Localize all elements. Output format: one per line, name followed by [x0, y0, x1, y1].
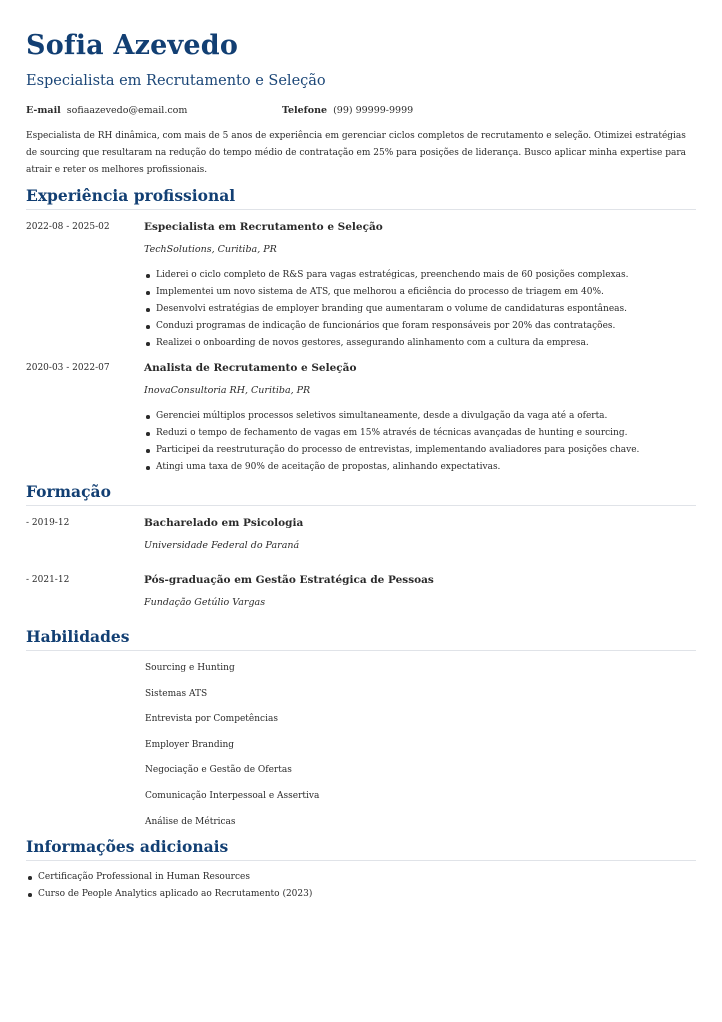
profile-summary: Especialista de RH dinâmica, com mais de 5 anos de experiência em gerenciar ciclos completos de recrutamento e seleção. Otimizei estratégias de sourcing que resultaram na redução do tempo médio de contratação em 25% para posições de liderança. Busco aplicar minha expertise para atrair e reter os melhores profissionais. — [26, 131, 687, 175]
section-title-skills: Habilidades — [26, 627, 130, 646]
bullet-item: Desenvolvi estratégias de employer branding que aumentaram o volume de candidaturas espontâneas. — [144, 301, 628, 318]
section-divider — [26, 209, 696, 210]
additional-item: Certificação Professional in Human Resources — [26, 869, 312, 886]
entry-date: 2022-08 - 2025-02 — [26, 222, 110, 232]
section-divider — [26, 650, 696, 651]
skill-item: Sistemas ATS — [145, 688, 208, 699]
entry-company: InovaConsultoria RH, Curitiba, PR — [144, 385, 311, 396]
section-title-education: Formação — [26, 482, 111, 501]
skill-item: Entrevista por Competências — [145, 714, 278, 725]
phone-label: Telefone — [282, 105, 328, 116]
entry-title: Especialista em Recrutamento e Seleção — [144, 221, 383, 233]
bullet-item: Implementei um novo sistema de ATS, que melhorou a eficiência do processo de triagem em 40%. — [144, 284, 628, 301]
phone-block — [282, 105, 413, 116]
entry-company: TechSolutions, Curitiba, PR — [144, 244, 277, 255]
section-divider — [26, 860, 696, 861]
bullet-item: Atingi uma taxa de 90% de aceitação de propostas, alinhando expectativas. — [144, 459, 639, 476]
skill-item: Employer Branding — [145, 739, 235, 750]
email-value: sofiaazevedo@email.com — [66, 105, 188, 116]
entry-title: Bacharelado em Psicologia — [144, 517, 304, 529]
section-divider — [26, 505, 696, 506]
section-title-experience: Experiência profissional — [26, 186, 236, 205]
entry-date: 2020-03 - 2022-07 — [26, 363, 110, 373]
skill-item: Negociação e Gestão de Ofertas — [145, 765, 292, 776]
entry-bullets — [144, 267, 628, 352]
skill-item: Análise de Métricas — [145, 816, 236, 827]
candidate-name: Sofia Azevedo — [26, 30, 239, 61]
entry-school: Fundação Getúlio Vargas — [144, 597, 266, 608]
bullet-item: Gerenciei múltiplos processos seletivos simultaneamente, desde a divulgação da vaga até a oferta. — [144, 408, 639, 425]
bullet-item: Liderei o ciclo completo de R&S para vagas estratégicas, preenchendo mais de 60 posições complexas. — [144, 267, 628, 284]
entry-bullets — [144, 408, 639, 476]
entry-date: - 2021-12 — [26, 575, 70, 585]
section-title-additional: Informações adicionais — [26, 837, 229, 856]
bullet-item: Reduzi o tempo de fechamento de vagas em 15% através de técnicas avançadas de hunting e sourcing. — [144, 425, 639, 442]
candidate-role: Especialista em Recrutamento e Seleção — [26, 73, 326, 89]
entry-title: Analista de Recrutamento e Seleção — [144, 362, 357, 374]
contact-info — [26, 105, 414, 116]
skills-list — [145, 660, 319, 839]
skill-item: Comunicação Interpessoal e Assertiva — [145, 790, 320, 801]
email-label: E-mail — [26, 105, 61, 116]
entry-school: Universidade Federal do Paraná — [144, 540, 300, 551]
bullet-item: Realizei o onboarding de novos gestores, assegurando alinhamento com a cultura da empresa. — [144, 335, 628, 352]
email-block — [26, 105, 187, 116]
additional-list — [26, 869, 312, 903]
phone-value: (99) 99999-9999 — [333, 105, 414, 116]
entry-date: - 2019-12 — [26, 518, 70, 528]
bullet-item: Participei da reestruturação do processo de entrevistas, implementando avaliadores para posições chave. — [144, 442, 639, 459]
bullet-item: Conduzi programas de indicação de funcionários que foram responsáveis por 20% das contratações. — [144, 318, 628, 335]
additional-item: Curso de People Analytics aplicado ao Recrutamento (2023) — [26, 886, 312, 903]
entry-title: Pós-graduação em Gestão Estratégica de Pessoas — [144, 574, 434, 586]
skill-item: Sourcing e Hunting — [145, 663, 235, 673]
